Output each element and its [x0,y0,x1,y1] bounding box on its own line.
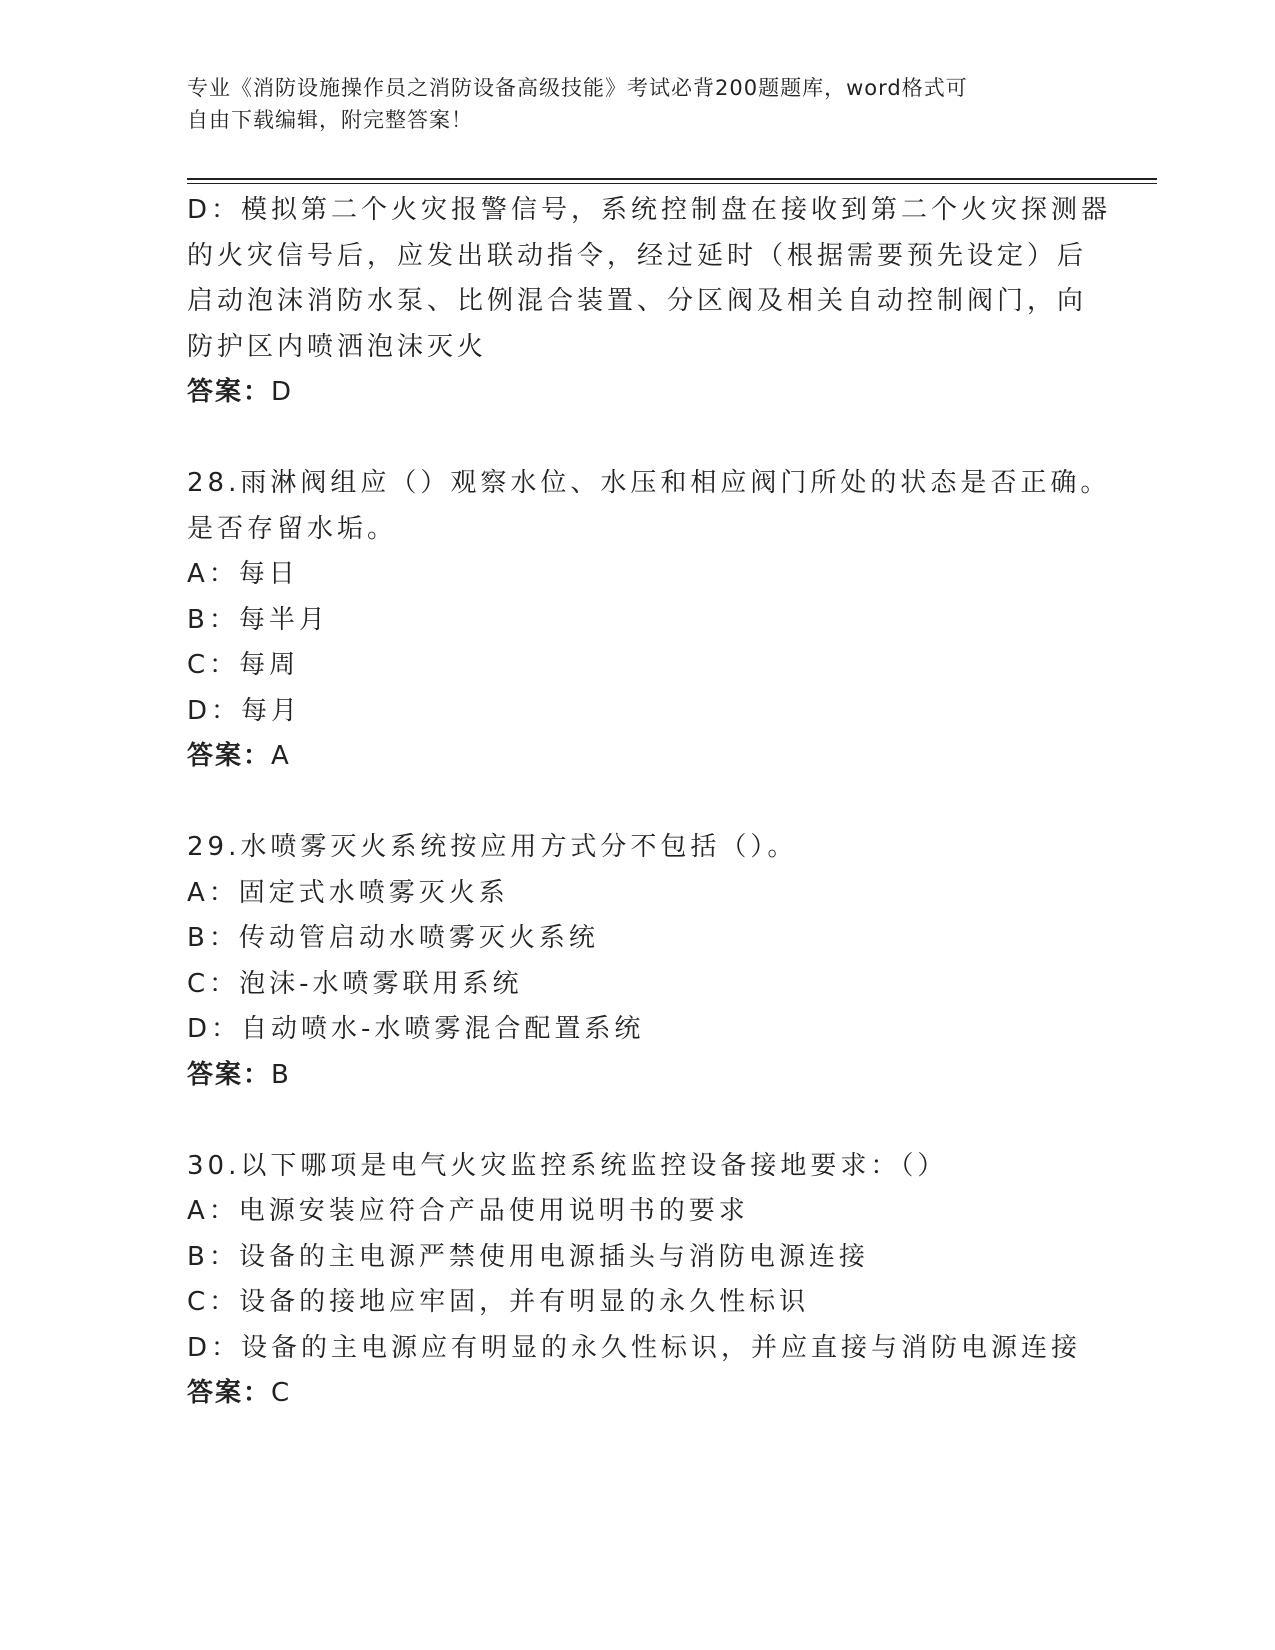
option-b: B：设备的主电源严禁使用电源插头与消防电源连接 [187,1241,869,1272]
option-d: D：自动喷水-水喷雾混合配置系统 [187,1014,645,1044]
answer-line [187,734,1087,780]
question-stem: 30.以下哪项是电气火灾监控系统监控设备接地要求：（） [187,1150,948,1181]
answer-line [187,1371,1087,1417]
option-a: A：固定式水喷雾灭火系 [187,877,509,908]
document-header [187,72,1087,136]
option-c: C：每周 [187,650,300,680]
header-line-2: 自由下载编辑，附完整答案！ [187,108,473,132]
question-stem: 29.水喷雾灭火系统按应用方式分不包括（）。 [187,832,798,862]
answer-line [187,370,1087,416]
answer-label: 答案： [187,741,272,771]
option-b: B：每半月 [187,604,329,635]
option-line: 的火灾信号后，应发出联动指令，经过延时（根据需要预先设定）后 [187,240,1088,271]
spacer [187,416,1087,462]
answer-label: 答案： [187,1059,272,1090]
option-a: A：电源安装应符合产品使用说明书的要求 [187,1196,749,1226]
option-line: 防护区内喷洒泡沫灭火 [187,331,488,362]
option-c: C：泡沫-水喷雾联用系统 [187,968,523,999]
question-28 [187,461,1111,780]
question-27-tail [187,188,1112,416]
question-stem: 28.雨淋阀组应（）观察水位、水压和相应阀门所处的状态是否正确。 [187,468,1111,498]
option-b: B：传动管启动水喷雾灭火系统 [187,923,599,953]
question-stem: 是否存留水垢。 [187,513,398,544]
option-a: A：每日 [187,559,299,589]
spacer [187,1098,1087,1144]
answer-value: A [271,741,290,771]
option-line: 启动泡沫消防水泵、比例混合装置、分区阀及相关自动控制阀门，向 [187,286,1088,316]
answer-value: B [271,1059,290,1090]
header-line-1: 专业《消防设施操作员之消防设备高级技能》考试必背200题题库，word格式可 [187,76,968,100]
answer-value: C [271,1378,291,1408]
option-d: D：每月 [187,695,302,726]
answer-line [187,1053,1087,1099]
spacer [187,780,1087,826]
option-d: D：设备的主电源应有明显的永久性标识，并应直接与消防电源连接 [187,1332,1082,1363]
question-29 [187,825,1087,1098]
option-line: D：模拟第二个火灾报警信号，系统控制盘在接收到第二个火灾探测器 [187,195,1112,225]
answer-label: 答案： [187,377,272,407]
answer-value: D [271,377,293,407]
header-divider-thick [187,178,1157,180]
document-body [187,188,1112,1417]
option-c: C：设备的接地应牢固，并有明显的永久性标识 [187,1287,810,1317]
header-divider-thin [187,183,1157,184]
question-30 [187,1144,1087,1417]
answer-label: 答案： [187,1378,272,1408]
